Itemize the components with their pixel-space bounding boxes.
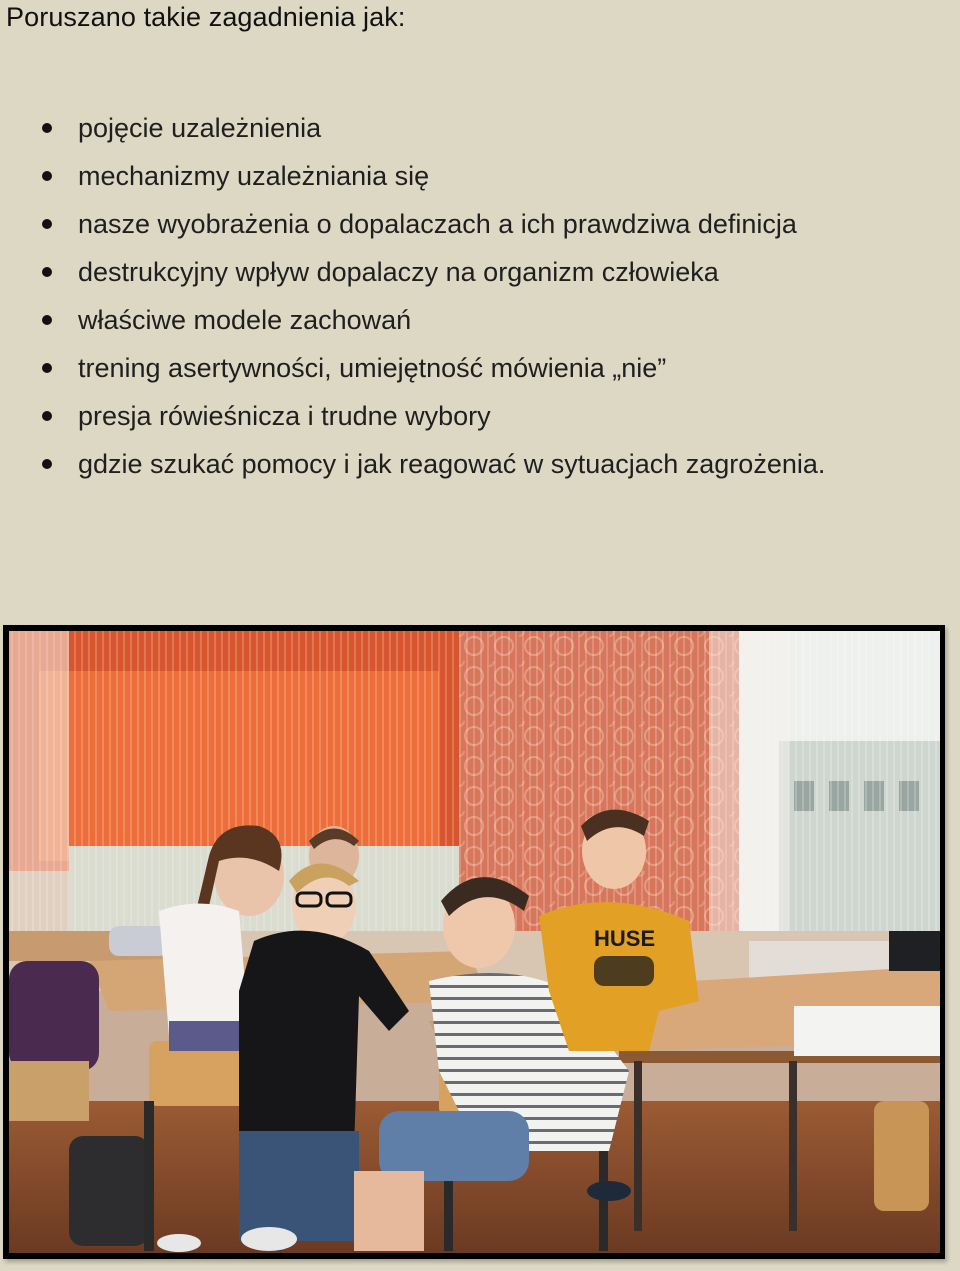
topic-text: presja rówieśnicza i trudne wybory [78, 401, 491, 431]
bullet-icon [42, 219, 52, 229]
bullet-icon [42, 459, 52, 469]
bullet-icon [42, 363, 52, 373]
topic-text: destrukcyjny wpływ dopalaczy na organizm człowieka [78, 257, 719, 287]
topic-text: trening asertywności, umiejętność mówienia „nie” [78, 353, 667, 383]
shirt-print: HUSE [594, 926, 656, 951]
topic-text: właściwe modele zachowań [78, 305, 412, 335]
topic-text: gdzie szukać pomocy i jak reagować w sytuacjach zagrożenia. [78, 449, 826, 479]
classroom-photo-frame [3, 625, 945, 1259]
bullet-icon [42, 411, 52, 421]
bullet-icon [42, 315, 52, 325]
topic-text: nasze wyobrażenia o dopalaczach a ich prawdziwa definicja [78, 209, 797, 239]
topic-text: mechanizmy uzależniania się [78, 161, 430, 191]
bullet-icon [42, 171, 52, 181]
bullet-icon [42, 123, 52, 133]
classroom-photo [9, 631, 940, 1253]
bullet-icon [42, 267, 52, 277]
page-title: Poruszano takie zagadnienia jak: [6, 2, 406, 32]
topic-text: pojęcie uzależnienia [78, 113, 322, 143]
